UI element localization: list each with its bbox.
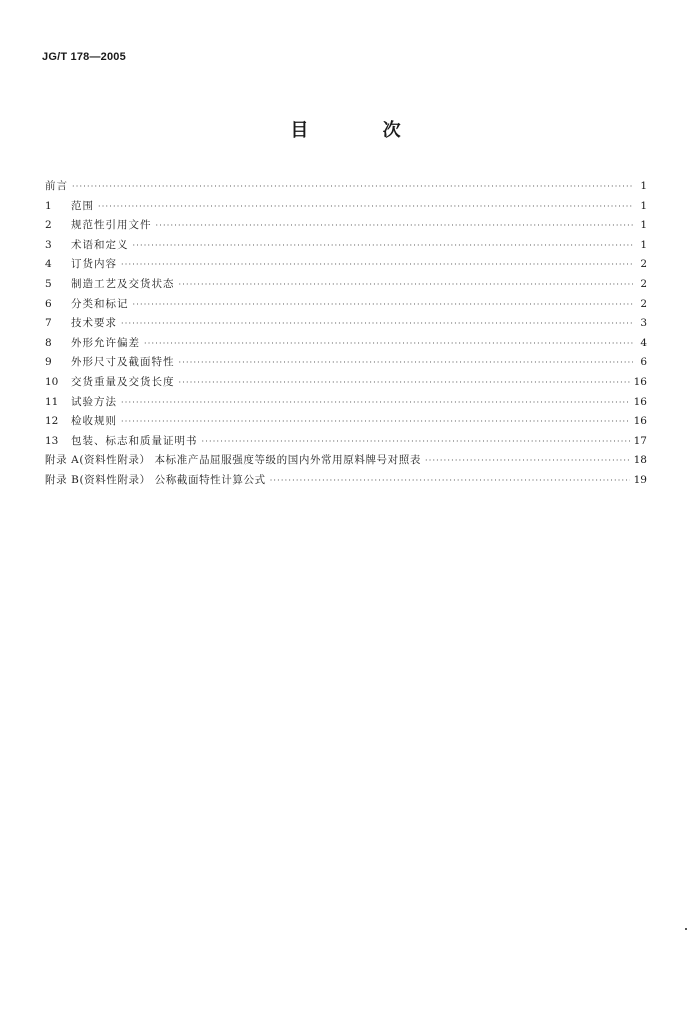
toc-entry-title: 包装、标志和质量证明书 [71,434,198,447]
toc-entry-title: 范围 [71,199,94,212]
toc-entry-page: 6 [640,356,647,369]
toc-entry-page: 1 [640,199,647,212]
standard-code: JG/T 178—2005 [42,51,126,63]
toc-entry-number: 10 [45,375,59,388]
toc-entry-number: 5 [45,277,52,290]
toc-entry-page: 1 [640,238,647,251]
toc-entry-page: 16 [633,415,647,428]
toc-entry-page: 19 [633,473,647,486]
toc-entry-classification-marking[interactable] [45,295,647,315]
dot-leader [202,432,630,452]
toc-entry-appendix-b[interactable] [45,471,647,491]
toc-entry-title: 外形允许偏差 [71,336,140,349]
scan-speck [685,928,687,930]
toc-entry-foreword[interactable] [45,177,647,197]
toc-entry-page: 2 [640,258,647,271]
toc-entry-number: 3 [45,238,52,251]
toc-entry-number: 1 [45,199,52,212]
toc-entry-title: 术语和定义 [71,238,129,251]
toc-entry-normative-references[interactable] [45,216,647,236]
toc-entry-number: 9 [45,356,52,369]
toc-entry-title: 交货重量及交货长度 [71,375,175,388]
toc-entry-number: 6 [45,297,52,310]
toc-entry-title: 分类和标记 [71,297,129,310]
toc-entry-scope[interactable] [45,197,647,217]
dot-leader [425,451,630,471]
dot-leader [121,255,633,275]
toc-entry-page: 16 [633,375,647,388]
toc-entry-page: 3 [640,317,647,330]
dot-leader [133,236,634,256]
dot-leader [72,177,633,197]
toc-entry-title: 制造工艺及交货状态 [71,277,175,290]
dot-leader [179,275,634,295]
toc-entry-title: 附录 A(资料性附录） 本标准产品屈服强度等级的国内外常用原料牌号对照表 [45,454,421,467]
dot-leader [98,197,633,217]
dot-leader [179,353,634,373]
toc-entry-page: 16 [633,395,647,408]
toc-entry-dimensions-section[interactable] [45,353,647,373]
toc-entry-number: 12 [45,415,59,428]
dot-leader [121,314,633,334]
toc-entry-inspection-rules[interactable] [45,412,647,432]
toc-entry-page: 2 [640,297,647,310]
toc-entry-shape-tolerance[interactable] [45,334,647,354]
toc-entry-number: 2 [45,219,52,232]
toc-entry-page: 1 [640,219,647,232]
toc-entry-page: 4 [640,336,647,349]
toc-entry-title: 检收规则 [71,415,117,428]
toc-entry-technical-requirements[interactable] [45,314,647,334]
toc-entry-appendix-a[interactable] [45,451,647,471]
dot-leader [121,393,630,413]
toc-entry-number: 8 [45,336,52,349]
toc-entry-test-methods[interactable] [45,393,647,413]
toc-entry-terms-definitions[interactable] [45,236,647,256]
toc-entry-title: 订货内容 [71,258,117,271]
toc-entry-number: 4 [45,258,52,271]
toc-entry-title: 规范性引用文件 [71,219,152,232]
toc-entry-number: 11 [45,395,59,408]
toc-entry-title: 附录 B(资料性附录） 公称截面特性计算公式 [45,473,266,486]
dot-leader [144,334,633,354]
dot-leader [121,412,630,432]
toc-entry-order-content[interactable] [45,255,647,275]
toc-entry-number: 7 [45,317,52,330]
toc-entry-title: 技术要求 [71,317,117,330]
toc-entry-number: 13 [45,434,59,447]
toc-entry-page: 2 [640,277,647,290]
toc-entry-title: 试验方法 [71,395,117,408]
toc-entry-title: 外形尺寸及截面特性 [71,356,175,369]
toc-entry-page: 18 [633,454,647,467]
dot-leader [133,295,634,315]
toc-entry-title: 前言 [45,180,68,192]
toc-title: 目 次 [290,120,435,141]
table-of-contents [45,177,647,491]
dot-leader [179,373,630,393]
toc-entry-page: 17 [633,434,647,447]
toc-entry-packaging-marking[interactable] [45,432,647,452]
toc-entry-manufacturing-delivery[interactable] [45,275,647,295]
toc-entry-delivery-weight-length[interactable] [45,373,647,393]
dot-leader [156,216,634,236]
dot-leader [270,471,630,491]
toc-entry-page: 1 [640,180,647,192]
